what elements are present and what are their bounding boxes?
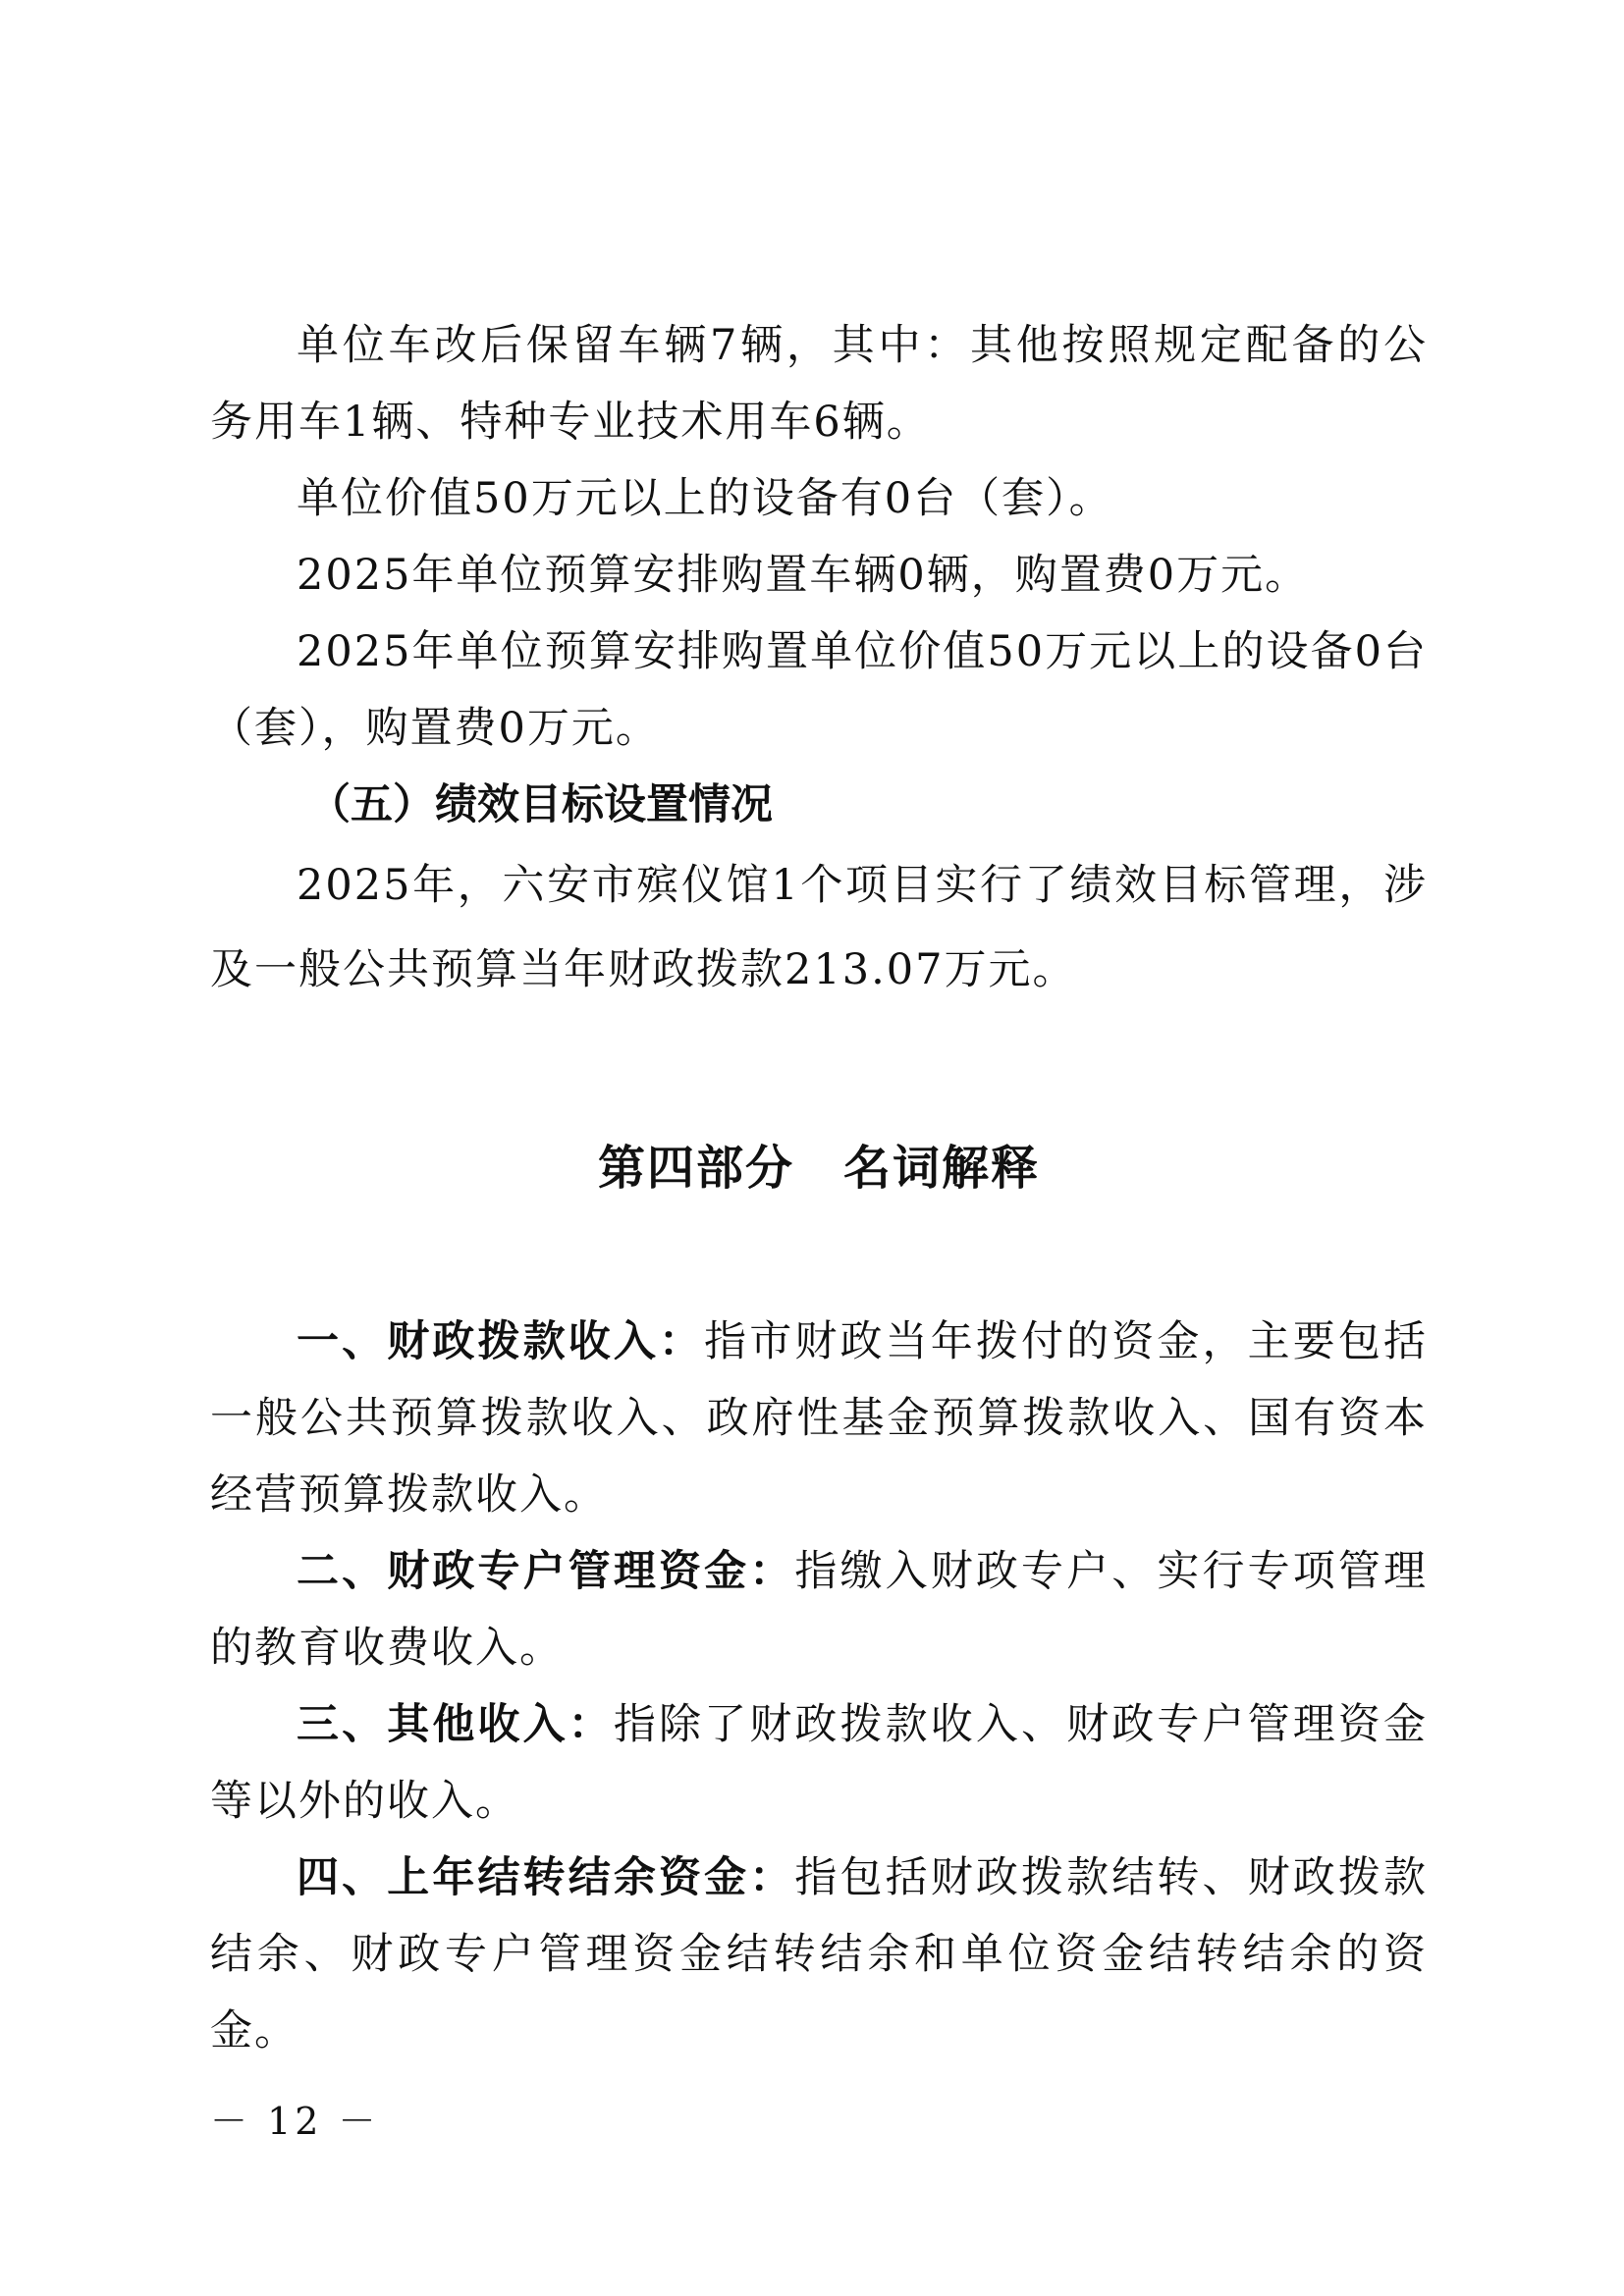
- definition-text: 指市财政当年拨付的资金，主要包括一般公共预算拨款收入、政府性基金预算拨款收入、国有资本经营预算拨款收入。: [210, 1317, 1428, 1520]
- spacer: [210, 1198, 1428, 1304]
- paragraph-vehicle-purchase: 2025年单位预算安排购置车辆0辆，购置费0万元。: [297, 551, 1310, 600]
- definition-item: [210, 1533, 1428, 1686]
- paragraph-equipment-purchase: 2025年单位预算安排购置单位价值50万元以上的设备0台（套），购置费0万元。: [210, 627, 1428, 753]
- definition-item: [210, 1304, 1428, 1533]
- definition-text: 指包括财政拨款结转、财政拨款结余、财政专户管理资金结转结余和单位资金结转结余的资金。: [210, 1853, 1428, 2056]
- subsection-title: （五）绩效目标设置情况: [308, 780, 773, 829]
- paragraph-vehicles: 单位车改后保留车辆7辆，其中：其他按照规定配备的公务用车1辆、特种专业技术用车6辆。: [210, 321, 1428, 447]
- page-number: － 12 －: [210, 2100, 380, 2143]
- spacer: [210, 1012, 1428, 1130]
- paragraph-performance: 2025年，六安市殡仪馆1个项目实行了绩效目标管理，涉及一般公共预算当年财政拨款213.07万元。: [210, 861, 1428, 994]
- definition-item: [210, 1840, 1428, 2069]
- definition-term: 一、财政拨款收入：: [297, 1317, 705, 1366]
- definition-text: 指除了财政拨款收入、财政专户管理资金等以外的收入。: [210, 1700, 1428, 1826]
- definition-item: [210, 1686, 1428, 1840]
- definition-term: 三、其他收入：: [297, 1700, 614, 1749]
- section-title: 第四部分 名词解释: [597, 1141, 1040, 1196]
- definition-term: 二、财政专户管理资金：: [297, 1547, 795, 1596]
- paragraph-equipment: 单位价值50万元以上的设备有0台（套）。: [297, 474, 1113, 523]
- definition-text: 指缴入财政专户、实行专项管理的教育收费收入。: [210, 1547, 1428, 1673]
- definition-term: 四、上年结转结余资金：: [297, 1853, 795, 1902]
- page-content: [210, 307, 1428, 2069]
